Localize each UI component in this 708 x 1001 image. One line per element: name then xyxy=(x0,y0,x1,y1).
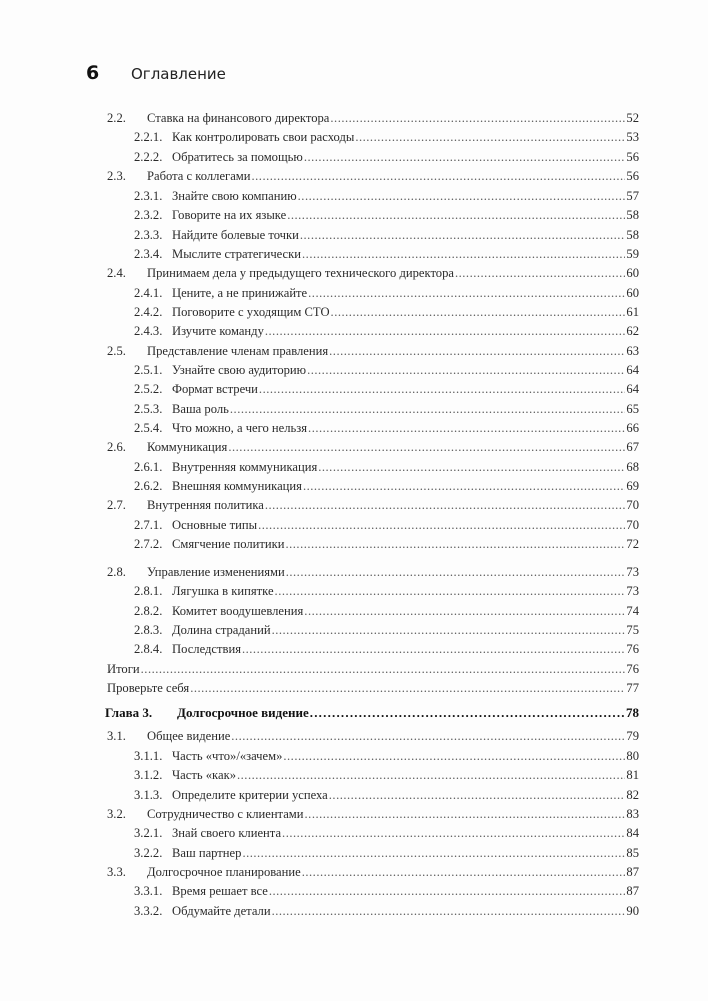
toc-entry[interactable] xyxy=(107,109,639,128)
toc-entry-title: Знай своего клиента xyxy=(172,826,282,840)
toc-entry-number: 2.5.3. xyxy=(134,402,163,416)
toc-entry-title: Узнайте свою аудиторию xyxy=(172,363,307,377)
toc-entry-number: 2.5.4. xyxy=(134,421,163,435)
toc-entry-title: Коммуникация xyxy=(147,440,228,454)
toc-entry[interactable] xyxy=(134,148,639,167)
toc-entry-title: Управление изменениями xyxy=(147,565,285,579)
dot-leader xyxy=(228,438,625,457)
dot-leader xyxy=(252,167,626,186)
toc-entry-page: 52 xyxy=(626,111,639,125)
toc-entry-page: 72 xyxy=(626,537,639,551)
toc-entry[interactable] xyxy=(107,264,639,283)
toc-entry[interactable] xyxy=(134,245,639,264)
toc-entry[interactable] xyxy=(134,766,639,785)
dot-leader xyxy=(287,206,625,225)
toc-entry-title: Изучите команду xyxy=(172,324,264,338)
toc-entry-title: Итоги xyxy=(107,662,140,676)
toc-entry-number: 2.7. xyxy=(107,498,126,512)
dot-leader xyxy=(310,703,625,722)
toc-entry-page: 53 xyxy=(626,130,639,144)
toc-entry-title: Внутренняя коммуникация xyxy=(172,460,318,474)
toc-entry[interactable] xyxy=(134,582,639,601)
toc-entry-number: 2.4.1. xyxy=(134,286,163,300)
toc-entry[interactable] xyxy=(134,400,639,419)
toc-entry[interactable] xyxy=(134,206,639,225)
toc-entry-number: 3.2.2. xyxy=(134,846,163,860)
toc-entry[interactable] xyxy=(134,535,639,554)
toc-entry-title: Найдите болевые точки xyxy=(172,228,299,242)
toc-entry-title: Комитет воодушевления xyxy=(172,604,304,618)
toc-entry-page: 70 xyxy=(626,498,639,512)
toc-entry[interactable] xyxy=(134,128,639,147)
toc-entry-title: Долина страданий xyxy=(172,623,271,637)
dot-leader xyxy=(141,660,626,679)
toc-entry[interactable] xyxy=(134,786,639,805)
toc-entry-page: 69 xyxy=(626,479,639,493)
toc-entry-title: Ваша роль xyxy=(172,402,229,416)
toc-entry[interactable] xyxy=(134,602,639,621)
page-header xyxy=(86,62,226,88)
toc-entry-title: Долгосрочное планирование xyxy=(147,865,301,879)
toc-entry-page: 73 xyxy=(626,565,639,579)
toc-entry-page: 78 xyxy=(626,705,639,720)
toc-entry-page: 64 xyxy=(626,363,639,377)
toc-entry-title: Время решает все xyxy=(172,884,268,898)
toc-entry-title: Сотрудничество с клиентами xyxy=(147,807,304,821)
toc-entry-page: 56 xyxy=(626,150,639,164)
dot-leader xyxy=(302,245,625,264)
toc-entry-page: 67 xyxy=(626,440,639,454)
toc-entry-title: Представление членам правления xyxy=(147,344,329,358)
toc-entry-number: 2.2. xyxy=(107,111,126,125)
toc-entry-page: 85 xyxy=(626,846,639,860)
page-number: 6 xyxy=(86,62,100,84)
toc-entry[interactable] xyxy=(134,322,639,341)
running-title: Оглавление xyxy=(131,65,226,83)
toc-entry-page: 76 xyxy=(626,642,639,656)
dot-leader xyxy=(275,582,626,601)
dot-leader xyxy=(237,766,625,785)
dot-leader xyxy=(272,621,626,640)
toc-entry-number: 2.5.2. xyxy=(134,382,163,396)
dot-leader xyxy=(307,361,625,380)
toc-entry[interactable] xyxy=(134,477,639,496)
toc-entry-page: 75 xyxy=(626,623,639,637)
toc-entry-page: 81 xyxy=(626,768,639,782)
toc-entry-page: 82 xyxy=(626,788,639,802)
toc-entry-page: 80 xyxy=(626,749,639,763)
toc-entry-page: 62 xyxy=(626,324,639,338)
toc-entry-title: Ваш партнер xyxy=(172,846,242,860)
toc-entry[interactable] xyxy=(134,458,639,477)
toc-entry[interactable] xyxy=(134,844,639,863)
toc-entry[interactable] xyxy=(134,824,639,843)
toc-entry-page: 61 xyxy=(626,305,639,319)
toc-entry-number: 2.4.3. xyxy=(134,324,163,338)
dot-leader xyxy=(282,824,625,843)
dot-leader xyxy=(455,264,625,283)
toc-entry-number: 2.6. xyxy=(107,440,126,454)
toc-entry-number: 2.8.4. xyxy=(134,642,163,656)
toc-entry-page: 90 xyxy=(626,904,639,918)
toc-entry[interactable] xyxy=(134,419,639,438)
toc-entry-title: Проверьте себя xyxy=(107,681,190,695)
toc-entry-title: Внутренняя политика xyxy=(147,498,264,512)
toc-entry-title: Цените, а не принижайте xyxy=(172,286,308,300)
toc-entry[interactable] xyxy=(134,303,639,322)
toc-entry[interactable] xyxy=(134,226,639,245)
toc-entry[interactable] xyxy=(107,863,639,882)
toc-entry-number: 2.4. xyxy=(107,266,126,280)
toc-entry-number: 3.1.1. xyxy=(134,749,163,763)
dot-leader xyxy=(300,226,626,245)
dot-leader xyxy=(283,747,625,766)
toc-entry-number: 2.8.2. xyxy=(134,604,163,618)
toc-entry[interactable] xyxy=(107,727,639,746)
toc-entry-number: 3.3.2. xyxy=(134,904,163,918)
toc-entry-number: 3.1. xyxy=(107,729,126,743)
dot-leader xyxy=(331,303,626,322)
toc-entry-page: 59 xyxy=(626,247,639,261)
toc-entry[interactable] xyxy=(134,640,639,659)
toc-entry-page: 60 xyxy=(626,286,639,300)
toc-entry[interactable] xyxy=(107,805,639,824)
toc-entry-number: 2.2.2. xyxy=(134,150,163,164)
toc-entry-title: Мыслите стратегически xyxy=(172,247,302,261)
toc-entry[interactable] xyxy=(134,380,639,399)
dot-leader xyxy=(259,380,625,399)
toc-entry-title: Обдумайте детали xyxy=(172,904,271,918)
toc-entry-number: 3.2.1. xyxy=(134,826,163,840)
dot-leader xyxy=(258,516,625,535)
toc-entry-title: Определите критерии успеха xyxy=(172,788,328,802)
dot-leader xyxy=(230,400,626,419)
dot-leader xyxy=(304,602,625,621)
toc-entry-title: Знайте свою компанию xyxy=(172,189,297,203)
toc-entry-page: 58 xyxy=(626,228,639,242)
toc-entry-page: 87 xyxy=(626,884,639,898)
toc-entry-page: 58 xyxy=(626,208,639,222)
toc-entry-page: 64 xyxy=(626,382,639,396)
toc-entry-title: Формат встречи xyxy=(172,382,258,396)
toc-entry-page: 73 xyxy=(626,584,639,598)
toc-entry-page: 77 xyxy=(626,681,639,695)
toc-entry-number: 2.8. xyxy=(107,565,126,579)
toc-entry-number: 3.1.3. xyxy=(134,788,163,802)
toc-entry-number: 2.3. xyxy=(107,169,126,183)
toc-entry-title: Часть «как» xyxy=(172,768,236,782)
toc-entry-title: Долгосрочное видение xyxy=(177,705,309,720)
toc-entry-page: 87 xyxy=(626,865,639,879)
toc-entry-title: Смягчение политики xyxy=(172,537,285,551)
dot-leader xyxy=(302,863,626,882)
toc-entry-number: 2.4.2. xyxy=(134,305,163,319)
toc-entry-page: 63 xyxy=(626,344,639,358)
toc-entry-number: 2.2.1. xyxy=(134,130,163,144)
toc-entry-title: Лягушка в кипятке xyxy=(172,584,274,598)
dot-leader xyxy=(329,342,625,361)
dot-leader xyxy=(231,727,625,746)
dot-leader xyxy=(286,563,626,582)
toc-entry-page: 79 xyxy=(626,729,639,743)
toc-entry-title: Говорите на их языке xyxy=(172,208,287,222)
dot-leader xyxy=(303,477,625,496)
toc-entry-title: Поговорите с уходящим СТО xyxy=(172,305,330,319)
toc-entry-title: Принимаем дела у предыдущего технического директора xyxy=(147,266,454,280)
toc-entry[interactable] xyxy=(107,496,639,515)
dot-leader xyxy=(305,805,626,824)
toc-entry-page: 68 xyxy=(626,460,639,474)
dot-leader xyxy=(298,187,626,206)
toc-entry-page: 56 xyxy=(626,169,639,183)
dot-leader xyxy=(265,322,626,341)
toc-entry-number: 2.3.4. xyxy=(134,247,163,261)
toc-entry[interactable] xyxy=(107,438,639,457)
toc-entry[interactable] xyxy=(134,516,639,535)
dot-leader xyxy=(272,902,626,921)
toc-entry-page: 70 xyxy=(626,518,639,532)
toc-entry[interactable] xyxy=(134,621,639,640)
toc-entry-number: 3.2. xyxy=(107,807,126,821)
dot-leader xyxy=(190,679,625,698)
toc-entry-title: Работа с коллегами xyxy=(147,169,251,183)
toc-entry-number: 2.8.3. xyxy=(134,623,163,637)
toc-entry-page: 83 xyxy=(626,807,639,821)
toc-entry-title: Внешняя коммуникация xyxy=(172,479,302,493)
toc-entry-number: 3.1.2. xyxy=(134,768,163,782)
dot-leader xyxy=(329,786,626,805)
toc-entry-title: Что можно, а чего нельзя xyxy=(172,421,308,435)
toc-entry-number: Глава 3. xyxy=(105,705,153,720)
toc-entry-number: 2.6.2. xyxy=(134,479,163,493)
toc-entry[interactable] xyxy=(134,747,639,766)
toc-entry-title: Часть «что»/«зачем» xyxy=(172,749,283,763)
toc-entry[interactable] xyxy=(107,167,639,186)
dot-leader xyxy=(265,496,626,515)
toc-entry-page: 66 xyxy=(626,421,639,435)
dot-leader xyxy=(242,844,625,863)
dot-leader xyxy=(242,640,625,659)
dot-leader xyxy=(269,882,626,901)
dot-leader xyxy=(330,109,625,128)
toc-entry-page: 57 xyxy=(626,189,639,203)
toc-entry-number: 2.7.2. xyxy=(134,537,163,551)
dot-leader xyxy=(285,535,625,554)
toc-entry-number: 2.5. xyxy=(107,344,126,358)
dot-leader xyxy=(308,419,625,438)
toc-entry[interactable] xyxy=(134,361,639,380)
toc-entry-title: Общее видение xyxy=(147,729,231,743)
toc-entry-number: 2.3.2. xyxy=(134,208,163,222)
toc-entry[interactable] xyxy=(107,679,639,698)
toc-entry-title: Ставка на финансового директора xyxy=(147,111,330,125)
toc-entry[interactable] xyxy=(107,660,639,679)
toc-entry-number: 3.3.1. xyxy=(134,884,163,898)
dot-leader xyxy=(318,458,625,477)
toc-entry-number: 2.7.1. xyxy=(134,518,163,532)
toc-entry[interactable] xyxy=(107,342,639,361)
toc-entry[interactable] xyxy=(134,882,639,901)
toc-entry-title: Как контролировать свои расходы xyxy=(172,130,355,144)
toc-entry[interactable] xyxy=(134,902,639,921)
toc-entry-title: Основные типы xyxy=(172,518,258,532)
toc-chapter-entry[interactable] xyxy=(105,703,639,722)
toc-entry-title: Последствия xyxy=(172,642,241,656)
dot-leader xyxy=(308,284,625,303)
toc-entry-page: 65 xyxy=(626,402,639,416)
toc-entry-number: 2.5.1. xyxy=(134,363,163,377)
toc-entry-page: 74 xyxy=(626,604,639,618)
toc-entry-number: 3.3. xyxy=(107,865,126,879)
toc-entry[interactable] xyxy=(134,187,639,206)
toc-entry[interactable] xyxy=(107,563,639,582)
dot-leader xyxy=(355,128,625,147)
toc-entry-number: 2.3.3. xyxy=(134,228,163,242)
toc-entry-page: 76 xyxy=(626,662,639,676)
toc-entry-page: 60 xyxy=(626,266,639,280)
toc-entry-title: Обратитесь за помощью xyxy=(172,150,303,164)
toc-entry-page: 84 xyxy=(626,826,639,840)
toc-entry-number: 2.3.1. xyxy=(134,189,163,203)
toc-entry-number: 2.6.1. xyxy=(134,460,163,474)
dot-leader xyxy=(304,148,626,167)
toc-entry[interactable] xyxy=(134,284,639,303)
toc-entry-number: 2.8.1. xyxy=(134,584,163,598)
